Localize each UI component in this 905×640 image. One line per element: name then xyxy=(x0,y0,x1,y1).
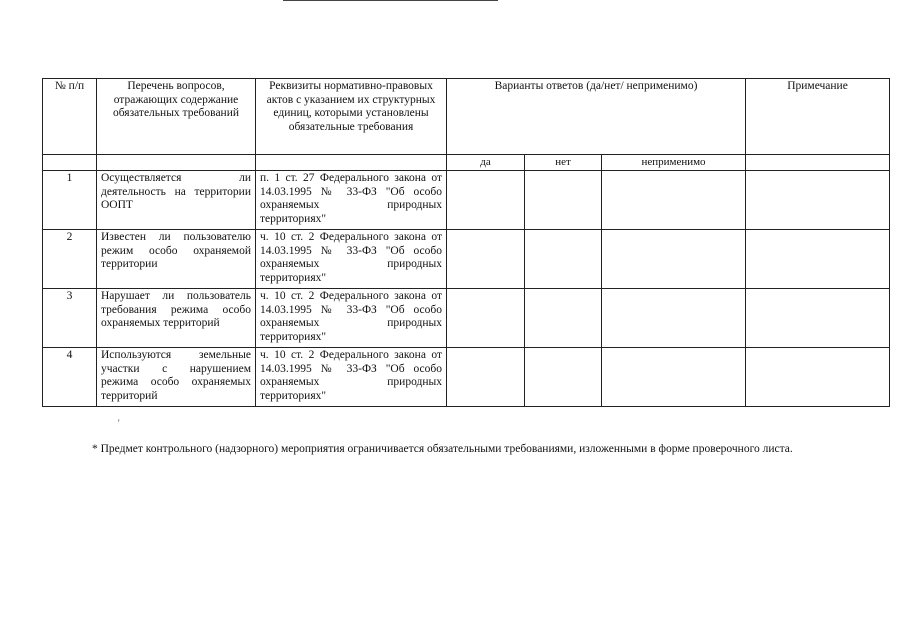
row-number: 1 xyxy=(43,171,97,230)
answer-yes-cell[interactable] xyxy=(447,289,525,348)
answer-no-cell[interactable] xyxy=(525,289,602,348)
footnote: * Предмет контрольного (надзорного) мероприятия ограничивается обязательными требованиями, изложенными в форме проверочного листа. xyxy=(92,443,793,455)
row-number: 3 xyxy=(43,289,97,348)
header-note: Примечание xyxy=(746,79,890,155)
answer-no-cell[interactable] xyxy=(525,230,602,289)
row-act: п. 1 ст. 27 Федерального закона от 14.03.1995 № 33-ФЗ "Об особо охраняемых природных территориях" xyxy=(256,171,447,230)
row-question: Используются земельные участки с нарушением режима особо охраняемых территорий xyxy=(97,348,256,407)
answer-na-cell[interactable] xyxy=(602,348,746,407)
table-row xyxy=(43,348,890,407)
row-act: ч. 10 ст. 2 Федерального закона от 14.03.1995 № 33-ФЗ "Об особо охраняемых природных территориях" xyxy=(256,230,447,289)
row-number: 4 xyxy=(43,348,97,407)
row-question: Нарушает ли пользователь требования режима особо охраняемых территорий xyxy=(97,289,256,348)
answer-yes-cell[interactable] xyxy=(447,230,525,289)
header-na: неприменимо xyxy=(602,155,746,171)
note-cell[interactable] xyxy=(746,348,890,407)
row-question: Известен ли пользователю режим особо охраняемой территории xyxy=(97,230,256,289)
header-yes: да xyxy=(447,155,525,171)
row-act: ч. 10 ст. 2 Федерального закона от 14.03.1995 № 33-ФЗ "Об особо охраняемых природных территориях" xyxy=(256,348,447,407)
header-acts: Реквизиты нормативно-правовых актов с указанием их структурных единиц, которыми установлены обязательные требования xyxy=(256,79,447,155)
subheader-empty-cell xyxy=(97,155,256,171)
table-row xyxy=(43,171,890,230)
table-header-row xyxy=(43,79,890,155)
subheader-empty-cell xyxy=(256,155,447,171)
subheader-empty-cell xyxy=(746,155,890,171)
subheader-empty-cell xyxy=(43,155,97,171)
row-question: Осуществляется ли деятельность на территории ООПТ xyxy=(97,171,256,230)
answer-no-cell[interactable] xyxy=(525,348,602,407)
note-cell[interactable] xyxy=(746,230,890,289)
row-act: ч. 10 ст. 2 Федерального закона от 14.03.1995 № 33-ФЗ "Об особо охраняемых природных территориях" xyxy=(256,289,447,348)
answer-yes-cell[interactable] xyxy=(447,171,525,230)
answer-no-cell[interactable] xyxy=(525,171,602,230)
answer-na-cell[interactable] xyxy=(602,289,746,348)
answer-na-cell[interactable] xyxy=(602,171,746,230)
table-row xyxy=(43,230,890,289)
table-subheader-row xyxy=(43,155,890,171)
table-row xyxy=(43,289,890,348)
header-no: нет xyxy=(525,155,602,171)
header-questions: Перечень вопросов, отражающих содержание обязательных требований xyxy=(97,79,256,155)
header-num: № п/п xyxy=(43,79,97,155)
header-answers: Варианты ответов (да/нет/ неприменимо) xyxy=(447,79,746,155)
top-rule xyxy=(283,0,498,1)
answer-yes-cell[interactable] xyxy=(447,348,525,407)
answer-na-cell[interactable] xyxy=(602,230,746,289)
note-cell[interactable] xyxy=(746,289,890,348)
row-number: 2 xyxy=(43,230,97,289)
note-cell[interactable] xyxy=(746,171,890,230)
stray-tick-mark: ' xyxy=(118,418,120,428)
checklist-table xyxy=(42,78,890,407)
